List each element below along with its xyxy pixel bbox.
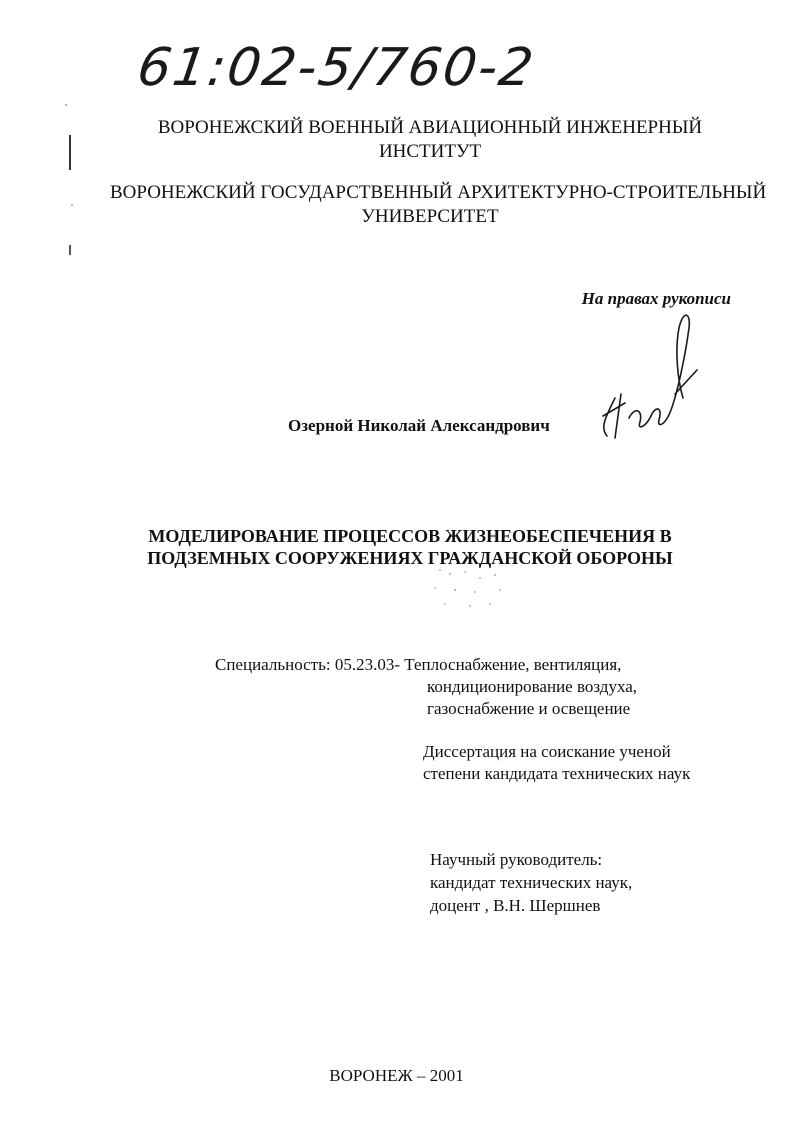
city-year: ВОРОНЕЖ – 2001 [329, 1066, 464, 1085]
institution-1-line1: ВОРОНЕЖСКИЙ ВОЕННЫЙ АВИАЦИОННЫЙ ИНЖЕНЕРНЫЙ [157, 117, 703, 138]
specialty-continuation [427, 676, 637, 720]
institution-2 [110, 181, 767, 229]
specialty-label [215, 654, 621, 676]
supervisor-block [430, 848, 632, 917]
title-line2: ПОДЗЕМНЫХ СООРУЖЕНИЯХ ГРАЖДАНСКОЙ ОБОРОНЫ [147, 548, 673, 568]
signature [585, 298, 715, 448]
supervisor-line3: доцент , В.Н. Шершнев [430, 896, 601, 915]
dissertation-title [60, 525, 760, 569]
dissertation-line2: степени кандидата технических наук [423, 764, 691, 783]
rights-note: На правах рукописи [581, 289, 731, 308]
supervisor-line1: Научный руководитель: [430, 850, 603, 869]
institution-1 [120, 116, 740, 164]
institution-1-line2: ИНСТИТУТ [378, 141, 482, 162]
scan-edge-marks [62, 95, 82, 255]
institution-2-line1: ВОРОНЕЖСКИЙ ГОСУДАРСТВЕННЫЙ АРХИТЕКТУРНО-СТРОИТЕЛЬНЫЙ [110, 182, 767, 203]
specialty-line1: Теплоснабжение, вентиляция, [404, 655, 622, 674]
dissertation-type [423, 741, 690, 785]
institution-2-line2: УНИВЕРСИТЕТ [361, 206, 499, 227]
author-name: Озерной Николай Александрович [288, 416, 550, 435]
scan-smudge [420, 560, 540, 615]
specialty-code: Специальность: 05.23.03- [215, 655, 400, 674]
specialty-line3: газоснабжение и освещение [427, 699, 631, 718]
dissertation-line1: Диссертация на соискание ученой [423, 742, 671, 761]
title-line1: МОДЕЛИРОВАНИЕ ПРОЦЕССОВ ЖИЗНЕОБЕСПЕЧЕНИЯ В [148, 526, 672, 546]
archive-code-handwritten: 61:02-5/760-2 [133, 38, 539, 98]
specialty-line2: кондиционирование воздуха, [427, 677, 638, 696]
supervisor-line2: кандидат технических наук, [430, 873, 633, 892]
